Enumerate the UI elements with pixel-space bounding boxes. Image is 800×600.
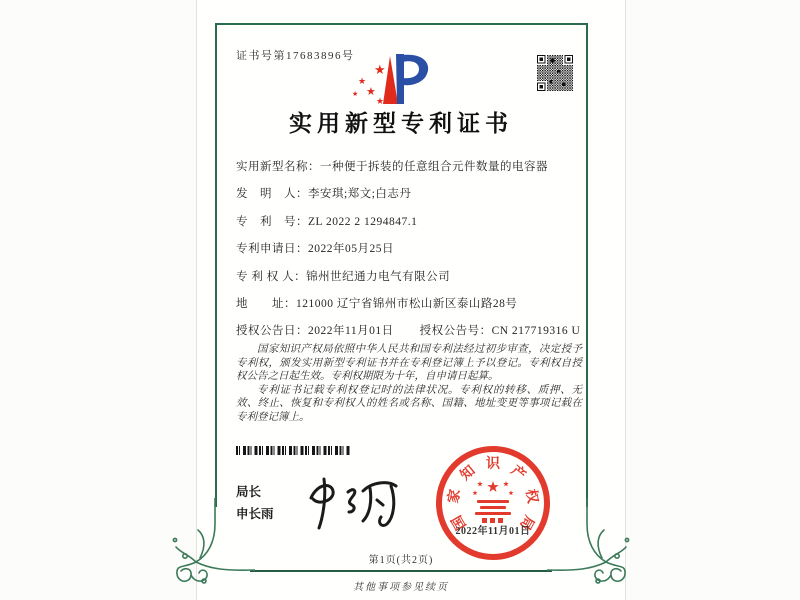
cnipa-logo-icon: [350, 52, 432, 106]
svg-text:局: 局: [516, 512, 537, 533]
field-row-patentee: [236, 268, 450, 284]
field-label: 专 利 权 人：: [236, 271, 307, 283]
field-row-name: [236, 158, 548, 174]
certificate-title: 实用新型专利证书: [289, 111, 513, 136]
frame-right-border: [586, 23, 588, 507]
field-label: 授权公告日：: [236, 325, 308, 337]
svg-text:★: ★: [366, 85, 376, 98]
svg-text:国: 国: [449, 512, 470, 533]
seal-date: 2022年11月01日: [455, 526, 531, 537]
field-value: 锦州世纪通力电气有限公司: [306, 271, 451, 283]
director-title: 局长: [236, 485, 262, 499]
svg-text:家: 家: [446, 488, 464, 505]
svg-text:★: ★: [358, 77, 367, 87]
legal-paragraph-2: 专利证书记载专利权登记时的法律状况。专利权的转移、质押、无效、终止、恢复和专利权人的姓名或名称、国籍、地址变更等事项记载在专利登记簿上。: [236, 384, 582, 423]
svg-text:★: ★: [352, 90, 359, 98]
qr-code-icon: [537, 55, 573, 91]
certificate-number: 证书号第17683896号: [236, 50, 355, 62]
field-value: ZL 2022 2 1294847.1: [308, 216, 418, 228]
field-row-grant: [236, 322, 580, 338]
field-label: 专利申请日：: [236, 243, 308, 255]
field-row-filing-date: [236, 240, 394, 256]
field-value: 121000 辽宁省锦州市松山新区泰山路28号: [296, 298, 518, 310]
field-label: 专 利 号：: [236, 216, 308, 228]
frame-bottom-rule: [250, 570, 552, 572]
field-row-patent-no: [236, 213, 417, 229]
field-row-inventors: [236, 185, 411, 201]
svg-text:权: 权: [522, 488, 540, 505]
field-value: 2022年11月01日: [308, 325, 394, 337]
signature-icon: [303, 474, 403, 534]
frame-top-border: [215, 23, 588, 25]
national-emblem-icon: [472, 481, 513, 523]
svg-text:★: ★: [374, 63, 386, 78]
legal-text: [236, 343, 582, 424]
field-value: 一种便于拆装的任意组合元件数量的电容器: [320, 161, 548, 173]
legal-paragraph-1: 国家知识产权局依照中华人民共和国专利法经过初步审查，决定授予专利权，颁发实用新型专利证书并在专利登记簿上予以登记。专利权自授权公告之日起生效。专利权期限为十年，自申请日起算。: [236, 344, 582, 382]
svg-text:知: 知: [458, 463, 479, 484]
official-seal-icon: [432, 442, 554, 564]
field-label: 实用新型名称：: [236, 161, 320, 173]
field-row-address: [236, 295, 517, 311]
continuation-note: 其他事项参见续页: [353, 582, 449, 593]
field-label: 地 址：: [236, 298, 296, 310]
field-label: 授权公告号：: [419, 325, 492, 337]
field-value: CN 217719316 U: [491, 325, 581, 337]
page-indicator: 第1页(共2页): [368, 555, 434, 566]
svg-text:识: 识: [486, 457, 500, 472]
barcode: [236, 446, 350, 455]
field-value: 李安琪;郑文;白志丹: [308, 188, 412, 200]
svg-text:产: 产: [507, 463, 528, 484]
field-value: 2022年05月25日: [308, 243, 394, 255]
field-label: 发 明 人：: [236, 188, 308, 200]
svg-text:★: ★: [376, 97, 385, 106]
frame-left-border: [215, 23, 217, 507]
director-name: 申长雨: [236, 507, 274, 521]
director-block: [236, 481, 274, 525]
